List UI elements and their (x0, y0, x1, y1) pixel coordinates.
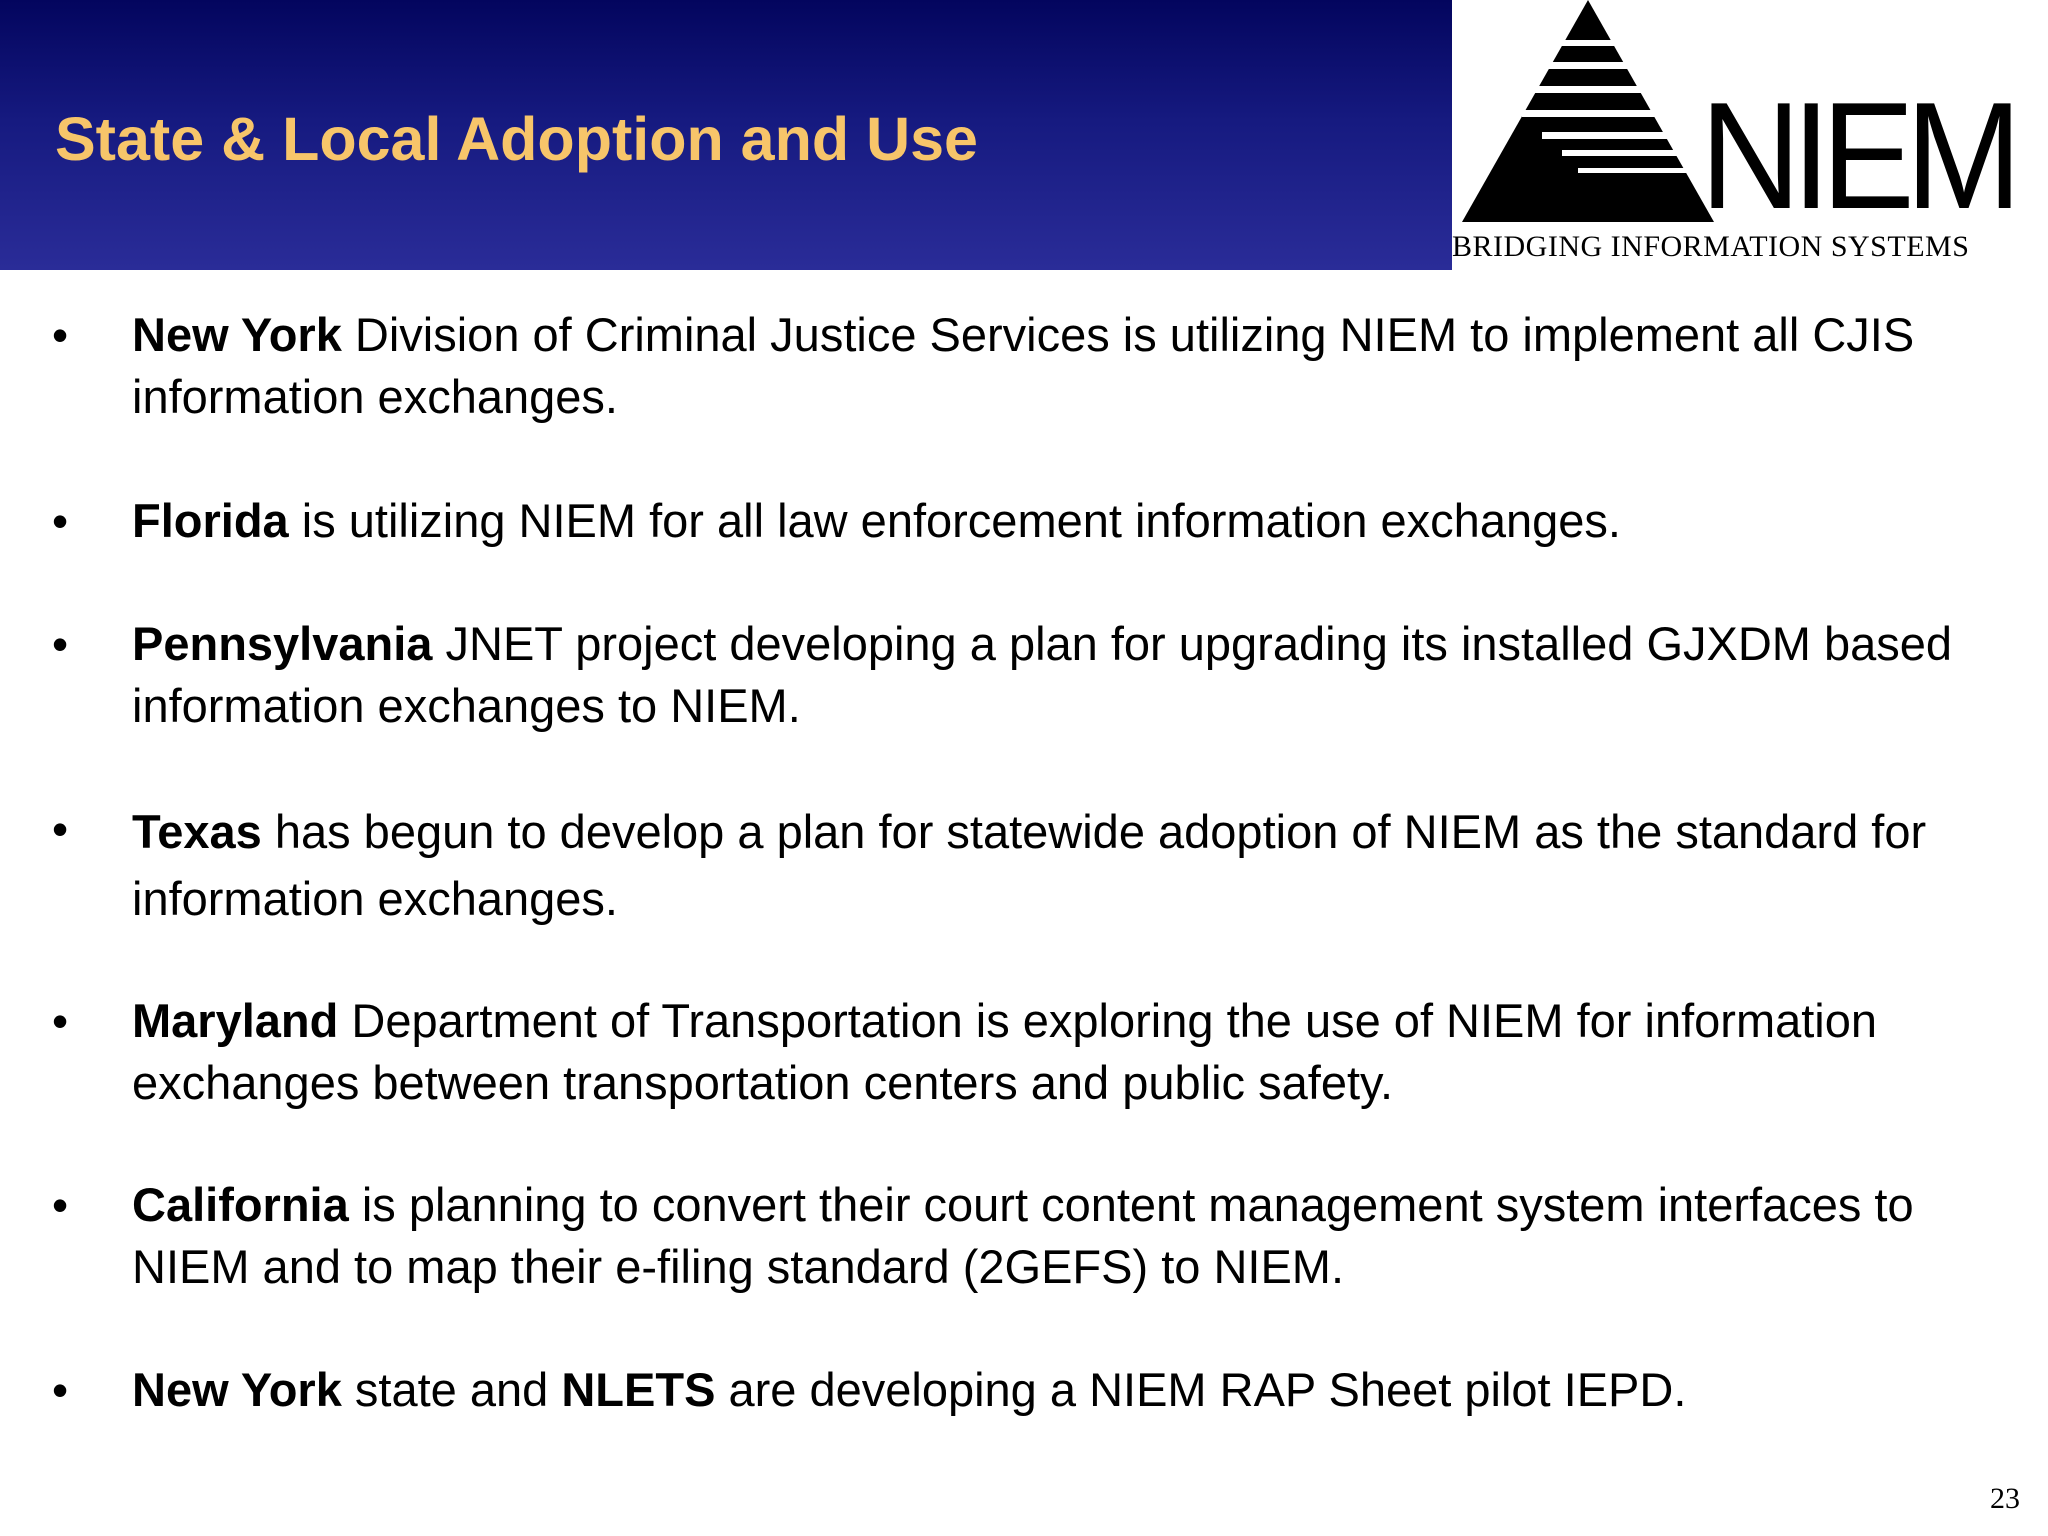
bullet-icon: • (52, 495, 69, 547)
bullet-icon: • (52, 995, 69, 1047)
bullet-body: state and (341, 1363, 562, 1416)
bullet-lead: California (132, 1178, 349, 1231)
slide-title: State & Local Adoption and Use (55, 105, 978, 173)
niem-tagline: BRIDGING INFORMATION SYSTEMS (1452, 232, 1970, 262)
bullet-icon: • (52, 1179, 69, 1231)
bullet-icon: • (52, 1364, 69, 1416)
bullet-text (132, 304, 2012, 428)
bullet-body-tail: are developing a NIEM RAP Sheet pilot IEPD. (715, 1363, 1687, 1416)
bullet-lead: Pennsylvania (132, 617, 433, 670)
bullet-icon: • (52, 309, 69, 361)
bullet-lead: New York (132, 308, 342, 361)
bullet-lead: Texas (132, 805, 262, 858)
bullet-text (132, 1174, 2012, 1298)
bullet-text (132, 798, 2012, 932)
bullet-lead: Florida (132, 494, 289, 547)
bullet-text (132, 613, 2012, 737)
bullet-lead: New York (132, 1363, 342, 1416)
bullet-body: Department of Transportation is exploring the use of NIEM for information exchanges between transportation centers and public safety. (132, 994, 1878, 1109)
bullet-body: is planning to convert their court content management system interfaces to NIEM and to map their e-filing standard (2GEFS) to NIEM. (132, 1178, 1914, 1293)
bullet-text (132, 1359, 2012, 1421)
bullet-icon: • (52, 803, 69, 855)
page-number: 23 (1990, 1482, 2020, 1515)
bullet-lead-secondary: NLETS (561, 1363, 716, 1416)
niem-wordmark: NIEM (1700, 71, 2013, 241)
bullet-icon: • (52, 618, 69, 670)
bullet-text (132, 490, 2012, 552)
bullet-lead: Maryland (132, 994, 339, 1047)
bullet-text (132, 990, 2012, 1114)
bullet-body: JNET project developing a plan for upgrading its installed GJXDM based information exchanges to NIEM. (132, 617, 1953, 732)
bullet-body: Division of Criminal Justice Services is utilizing NIEM to implement all CJIS information exchanges. (132, 308, 1915, 423)
bullet-body: has begun to develop a plan for statewide adoption of NIEM as the standard for information exchanges. (132, 805, 1927, 925)
bullet-body: is utilizing NIEM for all law enforcement information exchanges. (288, 494, 1621, 547)
